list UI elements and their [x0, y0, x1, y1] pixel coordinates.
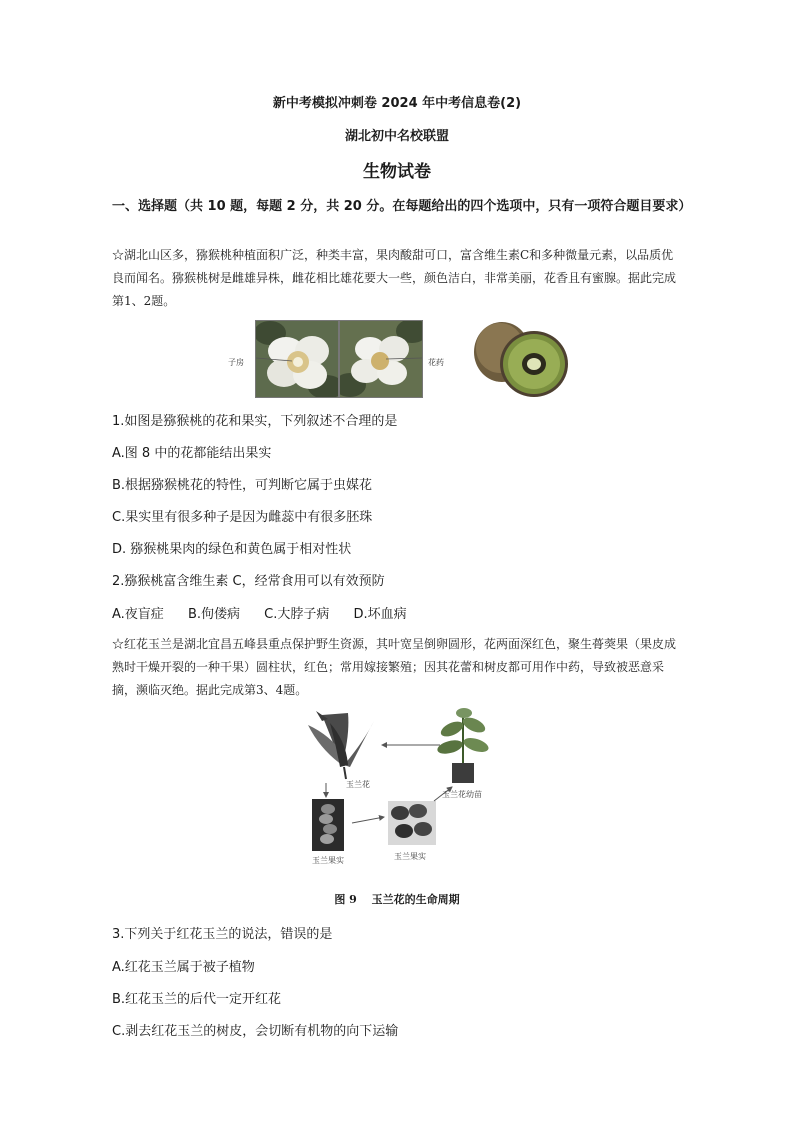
- question-1-option-a[interactable]: A.图 8 中的花都能结出果实: [112, 446, 272, 461]
- question-1-option-d[interactable]: D. 猕猴桃果肉的绿色和黄色属于相对性状: [112, 542, 352, 557]
- magnolia-fruit-right-illustration: [388, 801, 436, 845]
- magnolia-flower-illustration: [308, 711, 374, 779]
- question-3-stem: 3.下列关于红花玉兰的说法，错误的是: [112, 927, 333, 942]
- magnolia-lifecycle-figure: [300, 705, 500, 875]
- question-3-option-a[interactable]: A.红花玉兰属于被子植物: [112, 960, 255, 975]
- fruit-left-label: 玉兰果实: [312, 856, 344, 865]
- anther-label: 花药: [428, 358, 444, 367]
- male-flower-photo: [339, 320, 423, 398]
- exam-series-title: 新中考模拟冲刺卷 2024 年中考信息卷(2): [272, 96, 522, 111]
- arrow-fruit-to-seeds: [352, 817, 384, 823]
- section-heading: 一、选择题（共 10 题，每题 2 分，共 20 分。在每题给出的四个选项中，只有一项符合题目要求）: [112, 199, 692, 214]
- seedling-label: 玉兰花幼苗: [442, 790, 482, 799]
- question-3-option-b[interactable]: B.红花玉兰的后代一定开红花: [112, 992, 282, 1007]
- kiwi-fruit-photo: [470, 318, 570, 400]
- flower-label: 玉兰花: [346, 780, 370, 789]
- fruit-right-label: 玉兰果实: [394, 852, 426, 861]
- question-2-option-c[interactable]: C.大脖子病: [264, 607, 330, 622]
- passage-magnolia: ☆红花玉兰是湖北宜昌五峰县重点保护野生资源，其叶宽呈倒卵圆形，花两面深红色，聚生蓇葖果（果皮成熟时干燥开裂的一种干果）圆柱状，红色；常用嫁接繁殖；因其花蕾和树皮都可用作中药，导致被恶意采摘，濒临灭绝。据此完成第3、4题。: [112, 637, 677, 697]
- question-3-option-c[interactable]: C.剥去红花玉兰的树皮，会切断有机物的向下运输: [112, 1024, 399, 1039]
- passage-kiwi: ☆湖北山区多，猕猴桃种植面积广泛，种类丰富，果肉酸甜可口，富含维生素C和多种微量元素，以品质优良而闻名。猕猴桃树是雌雄异株，雌花相比雄花要大一些，颜色洁白，非常美丽，花香且有蜜腺。据此完成第1、2题。: [112, 248, 677, 308]
- question-1-stem: 1.如图是猕猴桃的花和果实，下列叙述不合理的是: [112, 414, 398, 429]
- question-2-option-d[interactable]: D.坏血病: [353, 607, 407, 622]
- exam-league-title: 湖北初中名校联盟: [344, 129, 449, 144]
- question-2-stem: 2.猕猴桃富含维生素 C，经常食用可以有效预防: [112, 574, 385, 589]
- magnolia-seedling-illustration: [436, 708, 490, 783]
- question-2-options: [112, 603, 427, 622]
- exam-subject-title: 生物试卷: [363, 162, 431, 182]
- question-2-option-a[interactable]: A.夜盲症: [112, 607, 164, 622]
- female-flower-photo: [255, 320, 339, 398]
- figure-9-caption: 图 9 玉兰花的生命周期: [334, 893, 460, 906]
- question-1-option-c[interactable]: C.果实里有很多种子是因为雌蕊中有很多胚珠: [112, 510, 373, 525]
- ovary-label: 子房: [228, 358, 244, 367]
- question-2-option-b[interactable]: B.佝偻病: [187, 607, 241, 622]
- question-1-option-b[interactable]: B.根据猕猴桃花的特性，可判断它属于虫媒花: [112, 478, 373, 493]
- magnolia-fruit-left-illustration: [312, 799, 344, 851]
